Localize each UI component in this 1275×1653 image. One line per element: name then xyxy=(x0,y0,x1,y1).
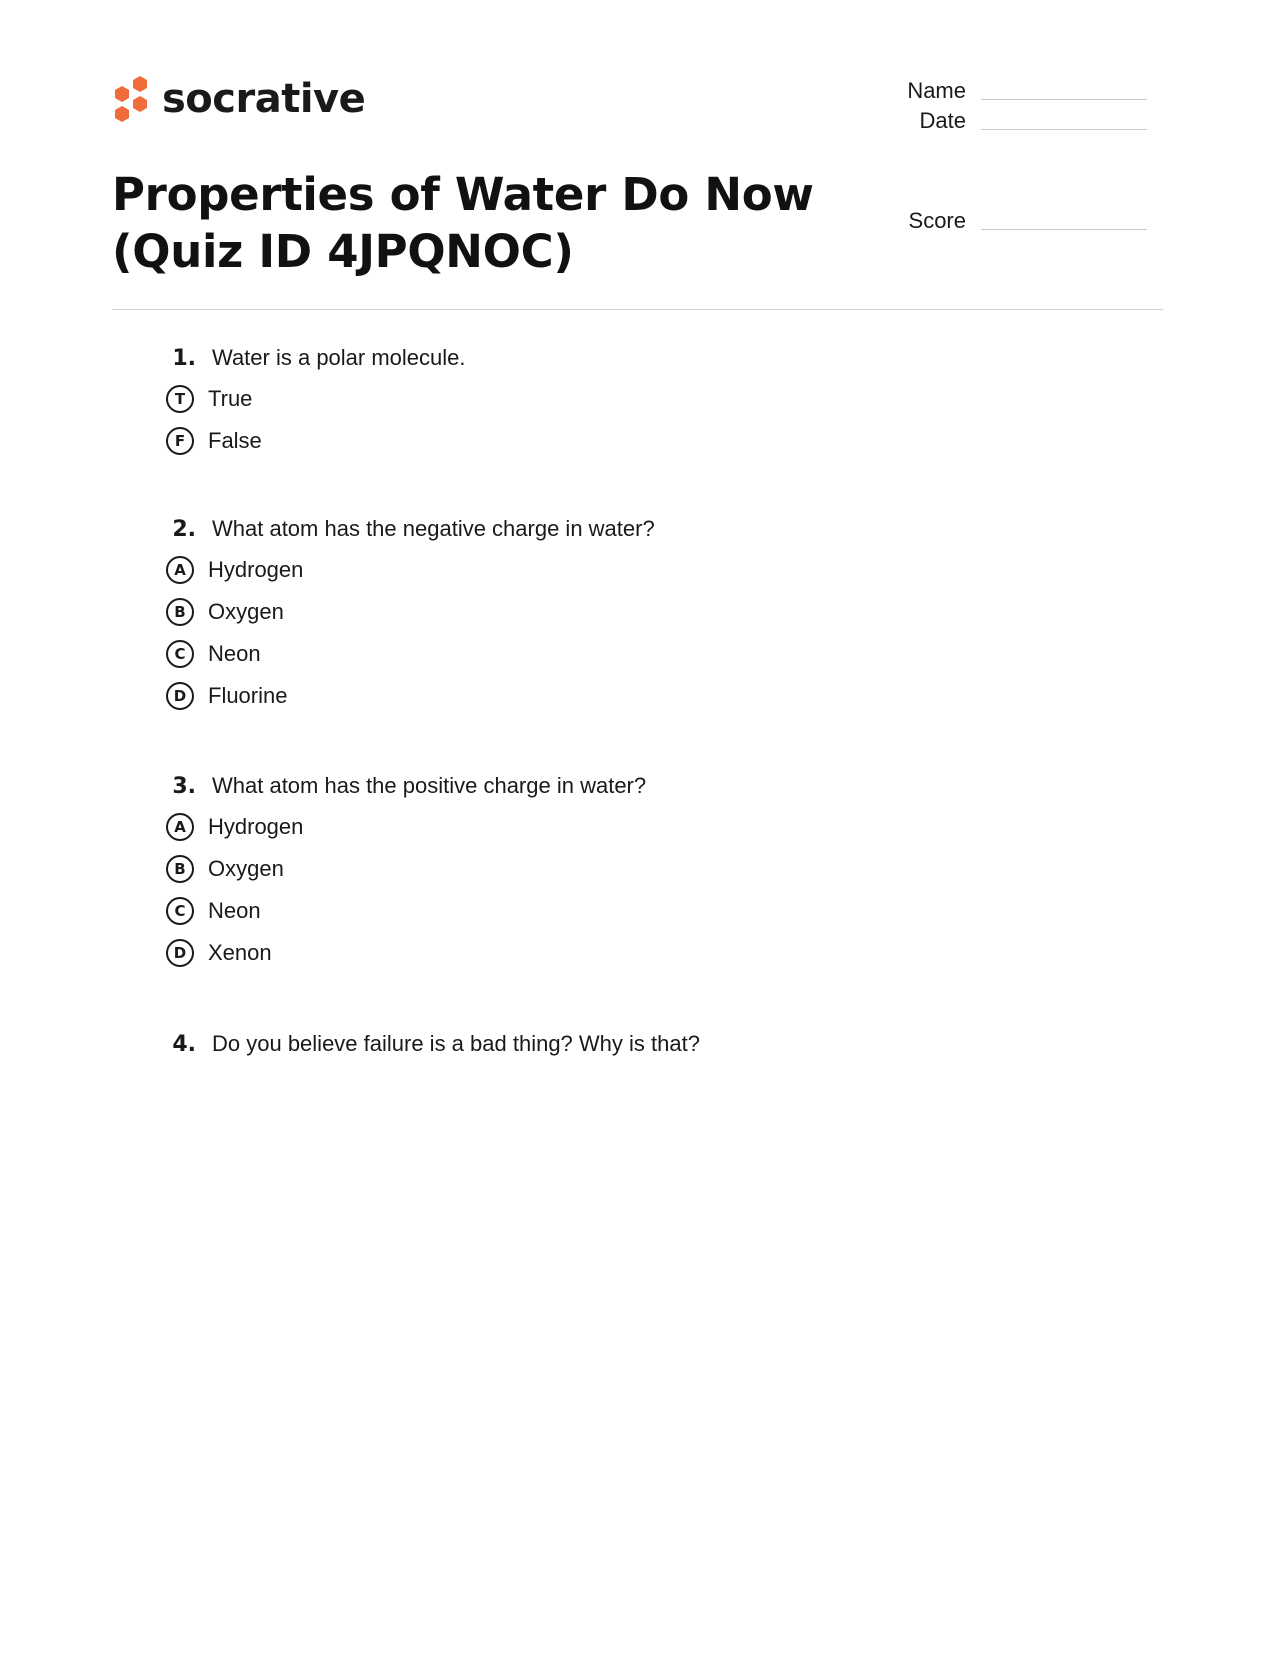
name-field xyxy=(846,80,1147,102)
option-text: Neon xyxy=(208,898,261,923)
answer-option[interactable] xyxy=(160,680,655,712)
header-divider xyxy=(112,309,1163,310)
option-text: Oxygen xyxy=(208,599,284,624)
question-header xyxy=(160,1031,700,1063)
question-3 xyxy=(160,773,646,969)
answer-option[interactable] xyxy=(160,383,466,415)
question-1 xyxy=(160,345,466,457)
question-number: 1. xyxy=(172,346,196,371)
question-header xyxy=(160,516,655,548)
option-text: True xyxy=(208,386,253,411)
answer-option[interactable] xyxy=(160,425,466,457)
answer-option[interactable] xyxy=(160,596,655,628)
quiz-title: Properties of Water Do Now (Quiz ID 4JPQNOC) xyxy=(112,168,814,278)
question-4 xyxy=(160,1031,700,1063)
answer-option[interactable] xyxy=(160,811,646,843)
logo-hex-bottom xyxy=(115,106,129,122)
question-header xyxy=(160,773,646,805)
name-line[interactable] xyxy=(981,99,1147,100)
socrative-logo xyxy=(112,72,365,126)
question-text: What atom has the negative charge in water? xyxy=(212,516,655,541)
question-text: Do you believe failure is a bad thing? Why is that? xyxy=(212,1031,700,1056)
logo-hex-top xyxy=(133,76,147,92)
question-2 xyxy=(160,516,655,712)
score-field xyxy=(846,210,1147,232)
option-letter-circle[interactable]: B xyxy=(166,855,194,883)
option-text: Hydrogen xyxy=(208,557,304,582)
question-number: 3. xyxy=(172,774,196,799)
date-label: Date xyxy=(919,108,966,133)
option-text: Fluorine xyxy=(208,683,288,708)
question-header xyxy=(160,345,466,377)
logo-hex-right xyxy=(133,96,147,112)
option-text: Neon xyxy=(208,641,261,666)
question-text: What atom has the positive charge in water? xyxy=(212,773,647,798)
option-letter-circle[interactable]: C xyxy=(166,640,194,668)
option-letter-circle[interactable]: D xyxy=(166,682,194,710)
answer-option[interactable] xyxy=(160,895,646,927)
question-number: 4. xyxy=(172,1032,196,1057)
date-field xyxy=(846,110,1147,132)
logo-wordmark: socrative xyxy=(162,76,366,122)
answer-option[interactable] xyxy=(160,638,655,670)
option-letter-circle[interactable]: B xyxy=(166,598,194,626)
option-text: Oxygen xyxy=(208,856,284,881)
date-line[interactable] xyxy=(981,129,1147,130)
answer-option[interactable] xyxy=(160,937,646,969)
question-text: Water is a polar molecule. xyxy=(212,345,466,370)
option-letter-circle[interactable]: D xyxy=(166,939,194,967)
logo-hex-left xyxy=(115,86,129,102)
option-letter-circle[interactable]: C xyxy=(166,897,194,925)
option-text: False xyxy=(208,428,262,453)
question-number: 2. xyxy=(172,517,196,542)
name-label: Name xyxy=(907,78,966,103)
option-letter-circle[interactable]: F xyxy=(166,427,194,455)
option-text: Hydrogen xyxy=(208,814,304,839)
option-text: Xenon xyxy=(208,940,272,965)
option-letter-circle[interactable]: T xyxy=(166,385,194,413)
hexagon-logo-icon xyxy=(112,75,150,123)
option-letter-circle[interactable]: A xyxy=(166,813,194,841)
score-label: Score xyxy=(908,208,966,233)
answer-option[interactable] xyxy=(160,853,646,885)
option-letter-circle[interactable]: A xyxy=(166,556,194,584)
score-line[interactable] xyxy=(981,229,1147,230)
answer-option[interactable] xyxy=(160,554,655,586)
